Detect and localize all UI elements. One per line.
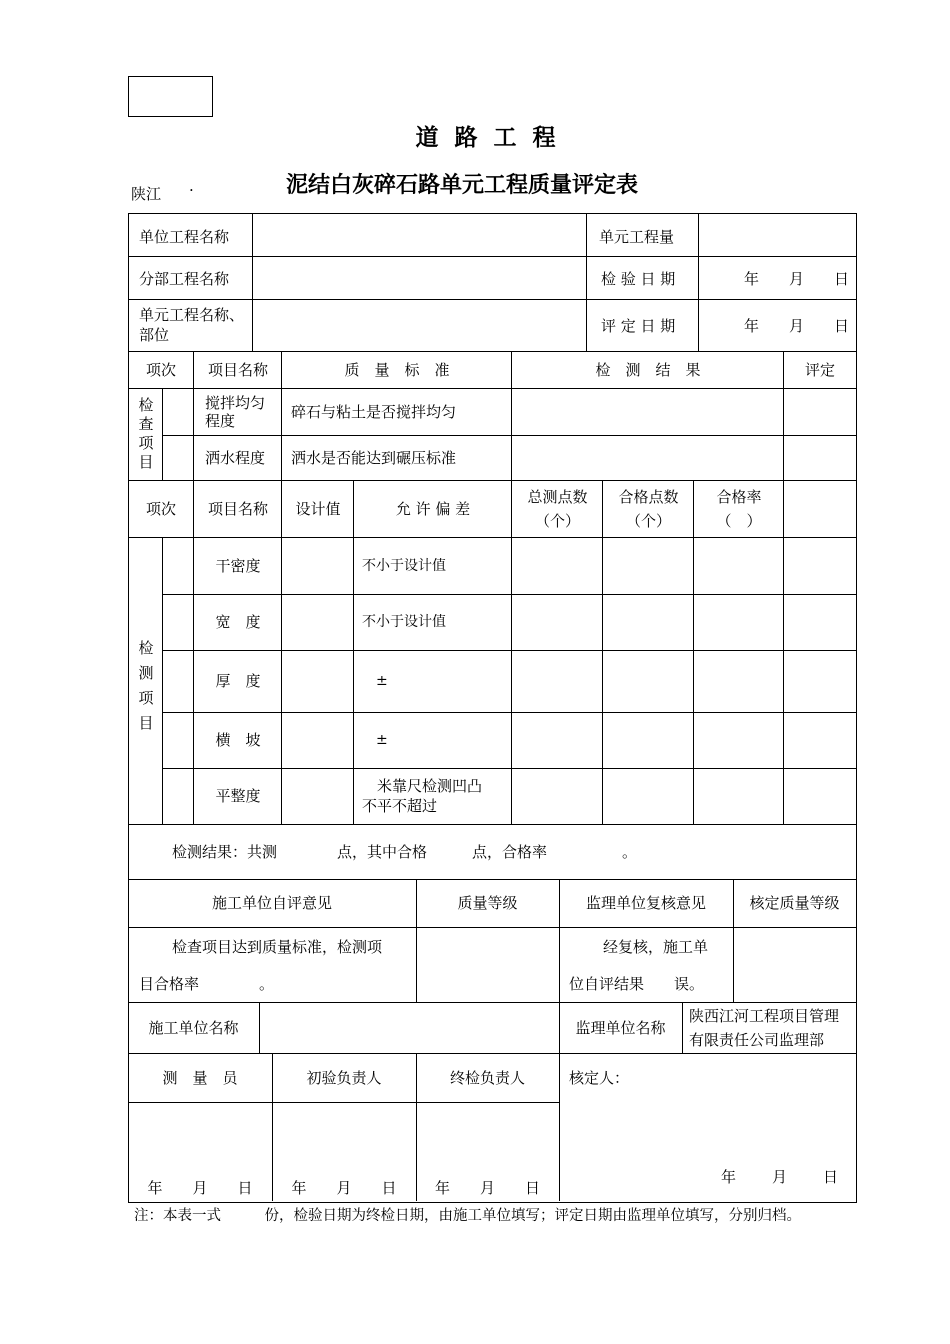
unit-element-quantity-label: 单元工程量 — [599, 228, 675, 246]
measure-header-allowed-deviation: 允 许 偏 差 — [395, 499, 471, 518]
measure-row-5-tolerance: 米靠尺检测凹凸 不平不超过 — [362, 777, 483, 815]
supervisor-name-value: 陕西江河工程项目管理 有限责任公司监理部 — [689, 1006, 840, 1049]
left-label: 陕江 — [131, 185, 162, 203]
quality-grade-header: 质量等级 — [457, 894, 518, 912]
measure-row-1-tolerance: 不小于设计值 — [362, 557, 446, 574]
measure-row-4-name: 横 坡 — [215, 731, 261, 749]
measure-header-design-value: 设计值 — [295, 499, 341, 518]
check-row-1-standard: 碎石与粘土是否搅拌均匀 — [291, 403, 457, 421]
measure-row-1-name: 干密度 — [215, 556, 261, 575]
approved-quality-grade-header: 核定质量等级 — [749, 894, 840, 912]
surveyor-date: 年 月 日 — [147, 1179, 253, 1197]
unit-project-name-label: 单位工程名称 — [139, 228, 230, 246]
contractor-opinion-line-1: 检查项目达到质量标准，检测项 — [172, 938, 383, 956]
supervisor-review-header: 监理单位复核意见 — [585, 894, 706, 912]
supervisor-opinion-line-2: 位自评结果 误。 — [569, 975, 705, 993]
check-header-evaluation: 评定 — [804, 360, 835, 379]
check-header-quality-standard: 质 量 标 准 — [344, 360, 450, 379]
measure-row-5-name: 平整度 — [215, 787, 261, 805]
check-row-2-standard: 洒水是否能达到碾压标准 — [291, 449, 457, 467]
subproject-name-label: 分部工程名称 — [139, 270, 230, 288]
check-header-item-name: 项目名称 — [207, 360, 268, 379]
measurement-result-line: 检测结果：共测 点，其中合格 点，合格率 。 — [172, 843, 638, 861]
final-inspector-date: 年 月 日 — [434, 1179, 540, 1197]
measure-row-3-tolerance: ± — [362, 673, 388, 689]
contractor-name-label: 施工单位名称 — [148, 1018, 239, 1037]
measure-row-2-name: 宽 度 — [215, 613, 261, 631]
page-number-box — [128, 76, 213, 117]
evaluation-date-label: 评 定 日 期 — [601, 317, 676, 335]
final-inspector-label: 终检负责人 — [449, 1068, 525, 1087]
contractor-opinion-line-2: 目合格率 。 — [139, 975, 275, 993]
initial-inspector-date: 年 月 日 — [291, 1179, 397, 1197]
measure-header-item-name: 项目名称 — [207, 499, 268, 518]
measure-header-item-no: 项次 — [145, 499, 176, 518]
measure-row-2-tolerance: 不小于设计值 — [362, 614, 446, 630]
approver-date: 年 月 日 — [721, 1168, 841, 1186]
check-row-2-name: 洒水程度 — [205, 449, 266, 467]
measure-header-pass-rate: 合格率 （ ） — [716, 487, 762, 530]
element-name-location-label: 单元工程名称、 部位 — [139, 306, 245, 344]
initial-inspector-label: 初验负责人 — [306, 1068, 382, 1087]
check-header-inspection-result: 检 测 结 果 — [595, 360, 701, 379]
approver-label: 核定人： — [569, 1069, 630, 1087]
supervisor-opinion-line-1: 经复核，施工单 — [603, 938, 709, 956]
measure-header-qualified-points: 合格点数 （个） — [618, 487, 679, 530]
surveyor-label: 测 量 员 — [162, 1068, 238, 1087]
top-title: 道 路 工 程 — [415, 124, 560, 151]
evaluation-date-value: 年 月 日 — [744, 317, 850, 335]
check-items-side-label: 检 查 项 目 — [138, 396, 154, 471]
measure-header-total-points: 总测点数 （个） — [527, 487, 588, 530]
measure-row-4-tolerance: ± — [362, 732, 388, 748]
measure-items-side-label: 检 测 项 目 — [138, 639, 154, 732]
inspection-date-label: 检 验 日 期 — [601, 270, 676, 288]
inspection-date-value: 年 月 日 — [744, 270, 850, 288]
check-header-item-no: 项次 — [145, 360, 176, 379]
left-dot: · — [189, 181, 194, 199]
contractor-self-evaluation-header: 施工单位自评意见 — [211, 894, 332, 912]
check-row-1-name: 搅拌均匀 程度 — [205, 394, 266, 430]
supervisor-name-label: 监理单位名称 — [575, 1018, 666, 1037]
footnote: 注：本表一式 份，检验日期为终检日期，由施工单位填写；评定日期由监理单位填写，分别归档。 — [134, 1208, 801, 1224]
measure-row-3-name: 厚 度 — [215, 672, 261, 690]
main-title: 泥结白灰碎石路单元工程质量评定表 — [286, 172, 639, 198]
